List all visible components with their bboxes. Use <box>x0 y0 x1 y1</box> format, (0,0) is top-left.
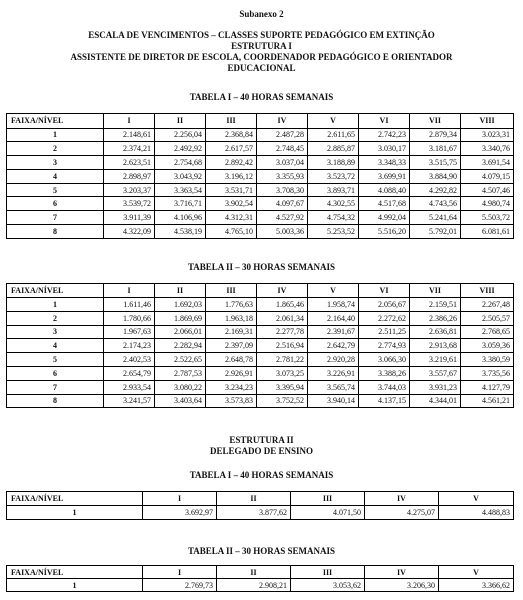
salary-cell: 3.531,71 <box>206 183 257 197</box>
salary-cell: 3.911,39 <box>104 211 155 225</box>
salary-cell: 2.386,26 <box>410 311 461 325</box>
salary-table <box>6 113 514 239</box>
salary-cell: 4.527,92 <box>257 211 308 225</box>
column-header-level: V <box>439 566 514 579</box>
salary-cell: 2.636,81 <box>410 325 461 339</box>
salary-cell: 3.348,33 <box>359 156 410 170</box>
salary-cell: 2.148,61 <box>104 128 155 142</box>
salary-cell: 4.488,83 <box>439 506 514 520</box>
column-header-level: III <box>206 284 257 298</box>
column-header-level: VIII <box>461 114 514 129</box>
salary-cell: 2.397,09 <box>206 339 257 353</box>
salary-cell: 3.366,62 <box>439 579 514 592</box>
salary-cell: 4.071,50 <box>291 506 365 520</box>
salary-cell: 3.699,91 <box>359 169 410 183</box>
salary-cell: 4.088,40 <box>359 183 410 197</box>
table-row <box>7 298 514 312</box>
salary-cell: 2.402,53 <box>104 353 155 367</box>
annex-label: Subanexo 2 <box>239 9 284 19</box>
salary-cell: 2.277,78 <box>257 325 308 339</box>
salary-cell: 2.272,62 <box>359 311 410 325</box>
salary-cell: 1.692,03 <box>155 298 206 312</box>
salary-cell: 3.066,30 <box>359 353 410 367</box>
column-header-faixa-nivel: FAIXA/NÍVEL <box>7 566 143 579</box>
column-header-level: VI <box>359 114 410 129</box>
column-header-level: II <box>155 114 206 129</box>
table-row <box>7 311 514 325</box>
salary-cell: 3.515,75 <box>410 156 461 170</box>
salary-cell: 2.282,94 <box>155 339 206 353</box>
salary-cell: 3.043,92 <box>155 169 206 183</box>
table-title: TABELA II – 30 HORAS SEMANAIS <box>187 546 336 556</box>
column-header-level: III <box>206 114 257 129</box>
salary-cell: 3.037,04 <box>257 156 308 170</box>
table-row <box>7 366 514 380</box>
salary-cell: 4.079,15 <box>461 169 514 183</box>
salary-cell: 2.256,04 <box>155 128 206 142</box>
salary-cell: 3.355,93 <box>257 169 308 183</box>
table-header-row <box>7 284 514 298</box>
salary-cell: 3.363,54 <box>155 183 206 197</box>
salary-cell: 3.080,22 <box>155 380 206 394</box>
salary-cell: 4.538,19 <box>155 225 206 239</box>
salary-cell: 3.388,26 <box>359 366 410 380</box>
salary-cell: 4.302,55 <box>308 197 359 211</box>
salary-cell: 2.391,67 <box>308 325 359 339</box>
salary-cell: 3.206,30 <box>365 579 439 592</box>
salary-cell: 3.380,59 <box>461 353 514 367</box>
salary-cell: 3.902,54 <box>206 197 257 211</box>
salary-cell: 3.716,71 <box>155 197 206 211</box>
salary-cell: 4.106,96 <box>155 211 206 225</box>
table-row <box>7 128 514 142</box>
salary-cell: 1.967,63 <box>104 325 155 339</box>
table-row <box>7 142 514 156</box>
salary-cell: 1.776,63 <box>206 298 257 312</box>
row-label-faixa: 6 <box>7 197 104 211</box>
salary-cell: 3.395,94 <box>257 380 308 394</box>
column-header-level: IV <box>365 566 439 579</box>
table-title: TABELA II – 30 HORAS SEMANAIS <box>187 262 336 272</box>
row-label-faixa: 1 <box>7 506 143 520</box>
salary-cell: 2.769,73 <box>143 579 217 592</box>
salary-cell: 3.403,64 <box>155 394 206 408</box>
salary-cell: 2.056,67 <box>359 298 410 312</box>
salary-cell: 3.053,62 <box>291 579 365 592</box>
doc-title-line-2: ESTRUTURA I <box>231 41 292 51</box>
salary-cell: 4.322,09 <box>104 225 155 239</box>
column-header-level: V <box>308 114 359 129</box>
salary-cell: 2.913,68 <box>410 339 461 353</box>
column-header-level: V <box>308 284 359 298</box>
salary-cell: 3.340,76 <box>461 142 514 156</box>
salary-cell: 4.312,31 <box>206 211 257 225</box>
column-header-level: I <box>104 114 155 129</box>
salary-cell: 2.898,97 <box>104 169 155 183</box>
salary-cell: 4.097,67 <box>257 197 308 211</box>
row-label-faixa: 7 <box>7 211 104 225</box>
salary-cell: 3.893,71 <box>308 183 359 197</box>
column-header-level: I <box>143 566 217 579</box>
row-label-faixa: 2 <box>7 311 104 325</box>
salary-cell: 2.648,78 <box>206 353 257 367</box>
column-header-level: VII <box>410 114 461 129</box>
table-title: TABELA I – 40 HORAS SEMANAIS <box>189 470 334 480</box>
row-label-faixa: 5 <box>7 183 104 197</box>
salary-cell: 2.768,65 <box>461 325 514 339</box>
salary-cell: 2.374,21 <box>104 142 155 156</box>
salary-cell: 2.926,91 <box>206 366 257 380</box>
salary-cell: 3.023,31 <box>461 128 514 142</box>
salary-cell: 2.617,57 <box>206 142 257 156</box>
table-row <box>7 579 514 592</box>
column-header-level: VIII <box>461 284 514 298</box>
salary-cell: 2.892,42 <box>206 156 257 170</box>
row-label-faixa: 1 <box>7 298 104 312</box>
doc-title-line-1: ESCALA DE VENCIMENTOS – CLASSES SUPORTE PEDAGÓGICO EM EXTINÇÃO <box>88 30 435 40</box>
row-label-faixa: 3 <box>7 325 104 339</box>
salary-cell: 3.565,74 <box>308 380 359 394</box>
section-title-line-1: ESTRUTURA II <box>229 435 294 445</box>
salary-cell: 3.692,97 <box>143 506 217 520</box>
salary-cell: 5.253,52 <box>308 225 359 239</box>
row-label-faixa: 8 <box>7 225 104 239</box>
column-header-level: VII <box>410 284 461 298</box>
salary-cell: 2.169,31 <box>206 325 257 339</box>
doc-title-line-4: EDUCACIONAL <box>227 63 296 73</box>
salary-cell: 3.241,57 <box>104 394 155 408</box>
salary-cell: 1.611,46 <box>104 298 155 312</box>
salary-cell: 2.920,28 <box>308 353 359 367</box>
salary-cell: 1.869,69 <box>155 311 206 325</box>
salary-cell: 3.744,03 <box>359 380 410 394</box>
salary-cell: 3.219,61 <box>410 353 461 367</box>
column-header-level: I <box>104 284 155 298</box>
row-label-faixa: 7 <box>7 380 104 394</box>
salary-cell: 2.623,51 <box>104 156 155 170</box>
row-label-faixa: 1 <box>7 579 143 592</box>
salary-cell: 1.780,66 <box>104 311 155 325</box>
salary-table <box>6 565 514 592</box>
doc-title-line-3: ASSISTENTE DE DIRETOR DE ESCOLA, COORDENADOR PEDAGÓGICO E ORIENTADOR <box>70 52 453 62</box>
salary-cell: 3.030,17 <box>359 142 410 156</box>
salary-cell: 2.742,23 <box>359 128 410 142</box>
table-title: TABELA I – 40 HORAS SEMANAIS <box>189 92 334 102</box>
row-label-faixa: 4 <box>7 339 104 353</box>
salary-cell: 2.787,53 <box>155 366 206 380</box>
salary-cell: 2.511,25 <box>359 325 410 339</box>
table-row <box>7 394 514 408</box>
table-row <box>7 339 514 353</box>
salary-cell: 2.781,22 <box>257 353 308 367</box>
salary-cell: 2.754,68 <box>155 156 206 170</box>
table-row <box>7 156 514 170</box>
salary-cell: 2.505,57 <box>461 311 514 325</box>
salary-cell: 3.557,67 <box>410 366 461 380</box>
salary-cell: 2.748,45 <box>257 142 308 156</box>
salary-cell: 3.573,83 <box>206 394 257 408</box>
salary-cell: 4.507,46 <box>461 183 514 197</box>
salary-cell: 2.487,28 <box>257 128 308 142</box>
salary-cell: 2.774,93 <box>359 339 410 353</box>
column-header-level: II <box>217 566 291 579</box>
salary-cell: 6.081,61 <box>461 225 514 239</box>
salary-cell: 2.654,79 <box>104 366 155 380</box>
salary-cell: 2.522,65 <box>155 353 206 367</box>
salary-cell: 2.164,40 <box>308 311 359 325</box>
row-label-faixa: 5 <box>7 353 104 367</box>
salary-cell: 2.174,23 <box>104 339 155 353</box>
column-header-faixa-nivel: FAIXA/NÍVEL <box>7 114 104 129</box>
salary-cell: 3.073,25 <box>257 366 308 380</box>
salary-cell: 5.003,36 <box>257 225 308 239</box>
table-row <box>7 197 514 211</box>
salary-cell: 2.061,34 <box>257 311 308 325</box>
salary-cell: 3.234,23 <box>206 380 257 394</box>
row-label-faixa: 3 <box>7 156 104 170</box>
salary-cell: 3.735,56 <box>461 366 514 380</box>
salary-table <box>6 283 514 408</box>
column-header-level: IV <box>365 492 439 506</box>
salary-cell: 3.203,37 <box>104 183 155 197</box>
row-label-faixa: 2 <box>7 142 104 156</box>
salary-cell: 3.523,72 <box>308 169 359 183</box>
row-label-faixa: 8 <box>7 394 104 408</box>
salary-cell: 4.743,56 <box>410 197 461 211</box>
salary-cell: 5.241,64 <box>410 211 461 225</box>
column-header-level: I <box>143 492 217 506</box>
table-row <box>7 380 514 394</box>
salary-cell: 4.765,10 <box>206 225 257 239</box>
salary-cell: 4.137,15 <box>359 394 410 408</box>
salary-cell: 1.865,46 <box>257 298 308 312</box>
salary-cell: 2.492,92 <box>155 142 206 156</box>
table-row <box>7 169 514 183</box>
table-row <box>7 183 514 197</box>
salary-cell: 2.066,01 <box>155 325 206 339</box>
salary-cell: 2.908,21 <box>217 579 291 592</box>
table-row <box>7 225 514 239</box>
salary-cell: 3.059,36 <box>461 339 514 353</box>
column-header-level: IV <box>257 284 308 298</box>
salary-cell: 3.539,72 <box>104 197 155 211</box>
salary-cell: 3.691,54 <box>461 156 514 170</box>
row-label-faixa: 1 <box>7 128 104 142</box>
column-header-level: IV <box>257 114 308 129</box>
salary-cell: 2.879,34 <box>410 128 461 142</box>
salary-cell: 2.516,94 <box>257 339 308 353</box>
salary-cell: 4.992,04 <box>359 211 410 225</box>
table-row <box>7 353 514 367</box>
section-title-line-2: DELEGADO DE ENSINO <box>209 446 314 456</box>
salary-cell: 3.752,52 <box>257 394 308 408</box>
column-header-level: II <box>217 492 291 506</box>
salary-cell: 4.127,79 <box>461 380 514 394</box>
column-header-level: III <box>291 566 365 579</box>
row-label-faixa: 4 <box>7 169 104 183</box>
table-row <box>7 211 514 225</box>
salary-cell: 5.516,20 <box>359 225 410 239</box>
salary-cell: 2.611,65 <box>308 128 359 142</box>
table-header-row <box>7 566 514 579</box>
salary-cell: 3.940,14 <box>308 394 359 408</box>
column-header-faixa-nivel: FAIXA/NÍVEL <box>7 284 104 298</box>
salary-cell: 4.275,07 <box>365 506 439 520</box>
salary-cell: 2.642,79 <box>308 339 359 353</box>
salary-cell: 4.344,01 <box>410 394 461 408</box>
row-label-faixa: 6 <box>7 366 104 380</box>
salary-cell: 3.188,89 <box>308 156 359 170</box>
salary-cell: 4.754,32 <box>308 211 359 225</box>
table-row <box>7 506 514 520</box>
column-header-level: VI <box>359 284 410 298</box>
salary-cell: 5.792,01 <box>410 225 461 239</box>
salary-cell: 3.196,12 <box>206 169 257 183</box>
salary-cell: 1.963,18 <box>206 311 257 325</box>
salary-cell: 3.931,23 <box>410 380 461 394</box>
salary-cell: 2.368,84 <box>206 128 257 142</box>
salary-cell: 4.517,68 <box>359 197 410 211</box>
salary-cell: 3.884,90 <box>410 169 461 183</box>
table-header-row <box>7 114 514 129</box>
salary-cell: 1.958,74 <box>308 298 359 312</box>
salary-cell: 4.561,21 <box>461 394 514 408</box>
salary-cell: 4.292,82 <box>410 183 461 197</box>
column-header-faixa-nivel: FAIXA/NÍVEL <box>7 492 143 506</box>
salary-cell: 3.181,67 <box>410 142 461 156</box>
salary-cell: 2.933,54 <box>104 380 155 394</box>
salary-table <box>6 491 514 520</box>
column-header-level: II <box>155 284 206 298</box>
salary-cell: 2.267,48 <box>461 298 514 312</box>
salary-cell: 2.885,87 <box>308 142 359 156</box>
salary-cell: 4.980,74 <box>461 197 514 211</box>
salary-cell: 3.226,91 <box>308 366 359 380</box>
column-header-level: III <box>291 492 365 506</box>
salary-cell: 5.503,72 <box>461 211 514 225</box>
salary-cell: 3.877,62 <box>217 506 291 520</box>
table-header-row <box>7 492 514 506</box>
table-row <box>7 325 514 339</box>
column-header-level: V <box>439 492 514 506</box>
salary-cell: 3.708,30 <box>257 183 308 197</box>
salary-cell: 2.159,51 <box>410 298 461 312</box>
